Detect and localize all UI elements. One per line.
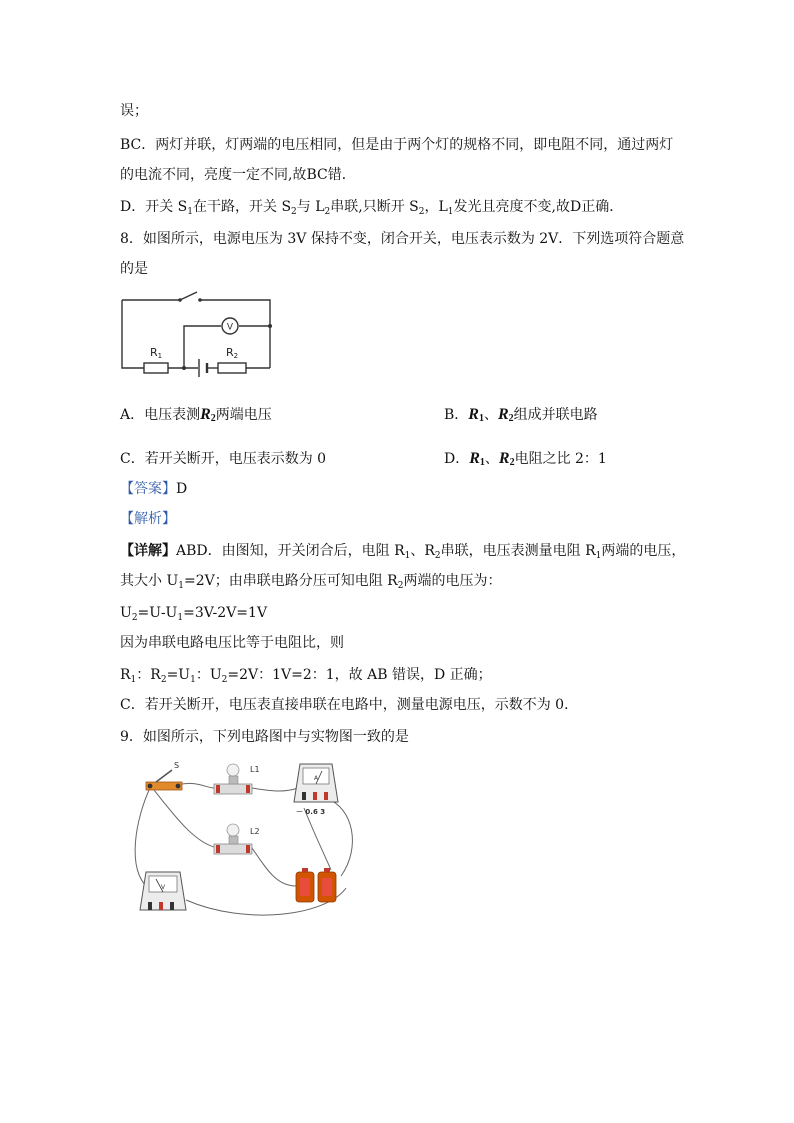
- q8-detail-line-1: 【详解】ABD．由图知，开关闭合后，电阻 $R_1$、$R_2$串联，电压表测量电阻 $R_1$两端的电压，: [120, 543, 686, 561]
- junction-left: [182, 366, 186, 370]
- voltmeter-label: V: [226, 322, 234, 333]
- r2-label: R2: [226, 346, 239, 360]
- resistor-r2: [218, 363, 246, 373]
- q9-stem: 9．如图所示，下列电路图中与实物图一致的是: [120, 729, 409, 745]
- lamp-l2-label: L2: [250, 827, 260, 836]
- knife-switch: [146, 770, 182, 790]
- intro-line-3: 的电流不同，亮度一定不同,故BC错．: [120, 167, 356, 183]
- q8-stem-line-1: 8．如图所示，电源电压为 3V 保持不变，闭合开关，电压表示数为 2V．下列选项符合题意: [120, 231, 685, 247]
- voltmeter-label: V: [160, 884, 166, 891]
- q8-option-d: D．$R_1$、$R_2$电阻之比 2：1: [444, 450, 607, 468]
- switch-terminal-right: [198, 298, 202, 302]
- ammeter: [294, 764, 338, 802]
- q8-stem-line-2: 的是: [120, 261, 148, 277]
- q8-detail-line-5: $R_1$：$R_2=U_1$：$U_2=2V$：1V=2：1，故 AB 错误，D 正确；: [120, 667, 492, 685]
- intro-line-1: 误；: [120, 103, 148, 119]
- battery-pack: [296, 868, 336, 902]
- lamp-l2: [214, 824, 252, 854]
- q8-circuit-diagram: [118, 288, 278, 378]
- resistor-r1: [144, 363, 168, 373]
- switch-label: S: [174, 761, 180, 770]
- ammeter-label: A: [313, 775, 319, 782]
- voltmeter: [140, 872, 186, 910]
- switch-terminal-left: [178, 298, 182, 302]
- lamp-l1-label: L1: [250, 765, 260, 774]
- lamp-l1: [214, 764, 252, 794]
- ammeter-scale: － 0.6 3: [296, 808, 326, 816]
- q8-detail-line-4: 因为串联电路电压比等于电阻比，则: [120, 635, 344, 651]
- answer-tag: 【答案】: [120, 481, 176, 497]
- r1-label: R1: [150, 346, 163, 360]
- q8-detail-line-2: 其大小 $U_1=2V$；由串联电路分压可知电阻 $R_2$两端的电压为：: [120, 573, 502, 591]
- junction-right: [268, 324, 272, 328]
- q8-option-c: C．若开关断开，电压表示数为 0: [120, 451, 327, 467]
- intro-line-2: BC．两灯并联，灯两端的电压相同，但是由于两个灯的规格不同，即电阻不同，通过两灯: [120, 137, 674, 153]
- q8-detail-line-3: $U_2=U-U_1=3V-2V=1V$: [120, 605, 268, 623]
- q8-answer: 【答案】D: [120, 481, 188, 497]
- q8-analysis-tag: 【解析】: [120, 511, 176, 527]
- q9-physical-circuit: [126, 758, 366, 930]
- intro-line-4: D．开关 $S_1$在干路，开关 $S_2$与 $L_2$串联,只断开 $S_2$，$L_1$发光且亮度不变,故D正确．: [120, 199, 624, 217]
- q8-detail-line-6: C．若开关断开，电压表直接串联在电路中，测量电源电压，示数不为 0．: [120, 697, 579, 713]
- q8-option-a: A．电压表测$R_2$两端电压: [120, 406, 272, 424]
- q8-option-b: B．$R_1$、$R_2$组成并联电路: [444, 406, 598, 424]
